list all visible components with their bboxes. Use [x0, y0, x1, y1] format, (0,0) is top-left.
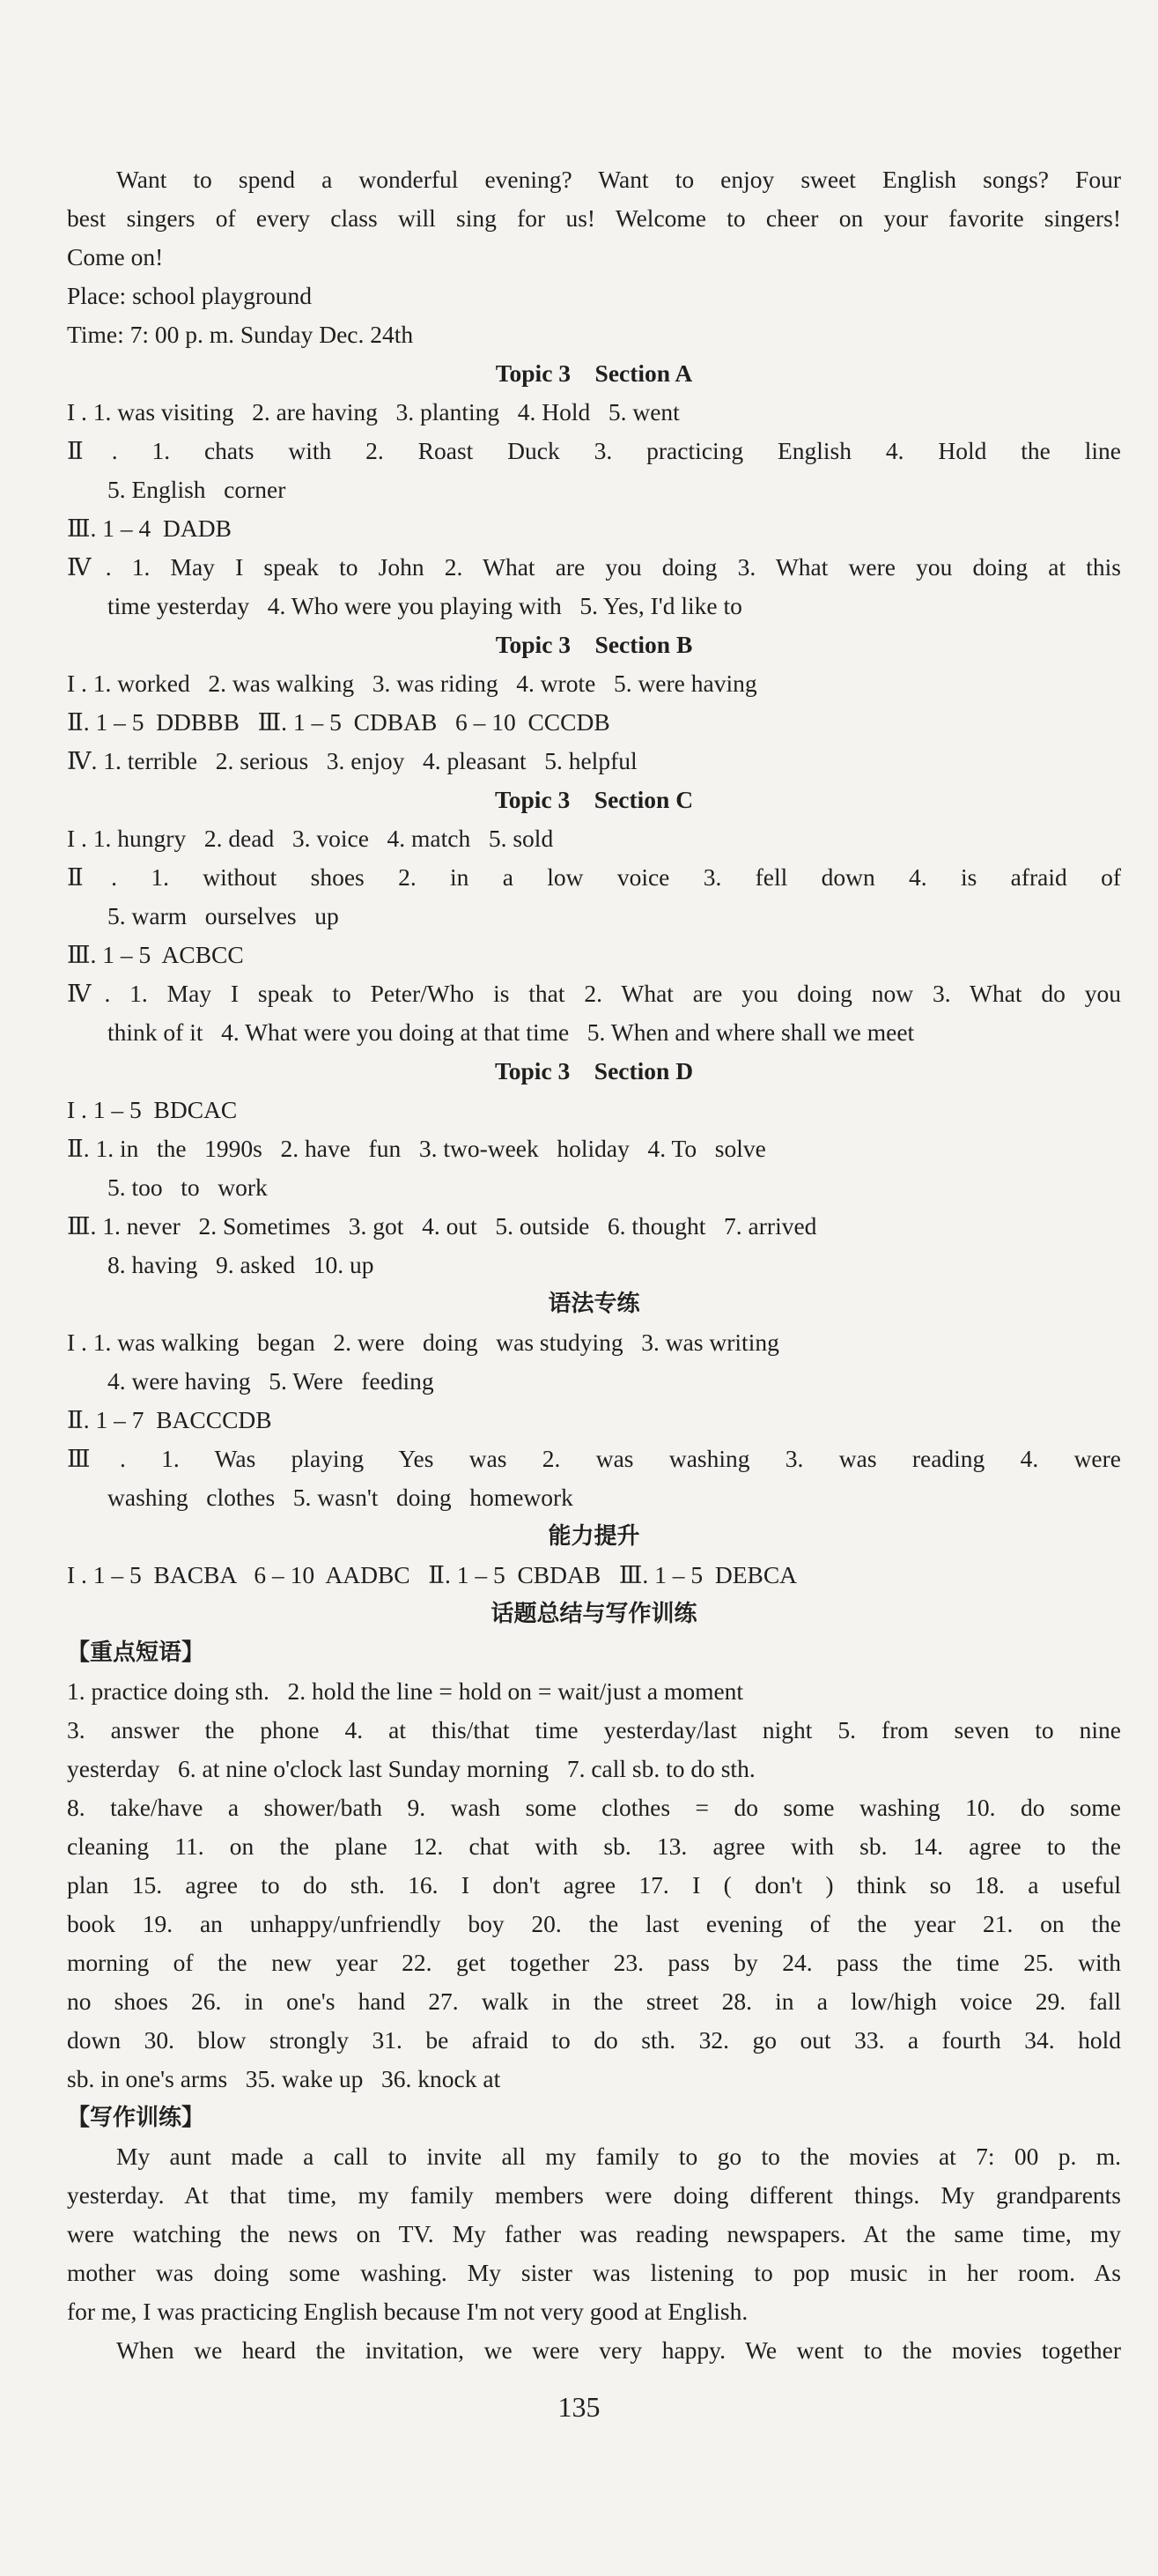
answer-line: 5. English corner — [107, 476, 286, 503]
answer-line: Ⅱ. 1. in the 1990s 2. have fun 3. two-week holiday 4. To solve — [67, 1135, 766, 1162]
phrase-line: morning of the new year 22. get together 23. pass by 24. pass the time 25. with — [67, 1949, 1121, 1976]
phrase-line: 3. answer the phone 4. at this/that time yesterday/last night 5. from seven to nine — [67, 1716, 1121, 1743]
answer-line: Ⅱ. 1. without shoes 2. in a low voice 3. fell down 4. is afraid of — [67, 863, 1121, 891]
writing-line: When we heard the invitation, we were very happy. We went to the movies together — [116, 2336, 1121, 2364]
answer-line: Ⅲ. 1 – 5 ACBCC — [67, 941, 244, 968]
phrase-line: 8. take/have a shower/bath 9. wash some clothes = do some washing 10. do some — [67, 1794, 1121, 1821]
writing-line: mother was doing some washing. My sister was listening to pop music in her room. As — [67, 2259, 1121, 2286]
topic3-section-b — [67, 625, 1121, 781]
grammar-practice — [67, 1284, 1121, 1517]
writing-label: 【写作训练】 — [67, 2105, 205, 2131]
section-heading: 能力提升 — [548, 1523, 640, 1550]
answer-line: 4. were having 5. Were feeding — [107, 1367, 434, 1395]
answer-line: time yesterday 4. Who were you playing with 5. Yes, I'd like to — [107, 592, 742, 619]
section-heading: Topic 3 Section B — [495, 631, 693, 658]
answer-line: I . 1. hungry 2. dead 3. voice 4. match 5. sold — [67, 825, 554, 852]
phrase-line: 1. practice doing sth. 2. hold the line = hold on = wait/just a moment — [67, 1677, 744, 1705]
phrase-line: plan 15. agree to do sth. 16. I don't agree 17. I ( don't ) think so 18. a useful — [67, 1871, 1121, 1899]
answer-line: I . 1 – 5 BACBA 6 – 10 AADBC Ⅱ. 1 – 5 CBDAB Ⅲ. 1 – 5 DEBCA — [67, 1561, 798, 1588]
answer-line: Ⅲ. 1. Was playing Yes was 2. was washing 3. was reading 4. were — [67, 1445, 1121, 1472]
phrase-line: sb. in one's arms 35. wake up 36. knock at — [67, 2065, 501, 2092]
answer-line: Ⅳ. 1. May I speak to John 2. What are you doing 3. What were you doing at this — [67, 553, 1121, 581]
phrase-line: no shoes 26. in one's hand 27. walk in the street 28. in a low/high voice 29. fall — [67, 1988, 1121, 2015]
writing-line: My aunt made a call to invite all my family to go to the movies at 7: 00 p. m. — [116, 2143, 1121, 2170]
answer-line: I . 1. was walking began 2. were doing was studying 3. was writing — [67, 1329, 779, 1356]
answer-line: I . 1. was visiting 2. are having 3. planting 4. Hold 5. went — [67, 398, 680, 426]
answer-line: Ⅱ. 1. chats with 2. Roast Duck 3. practicing English 4. Hold the line — [67, 437, 1121, 464]
intro-line: Want to spend a wonderful evening? Want to enjoy sweet English songs? Four — [116, 166, 1121, 193]
answer-line: I . 1. worked 2. was walking 3. was riding 4. wrote 5. were having — [67, 670, 757, 697]
answer-line: Ⅳ. 1. May I speak to Peter/Who is that 2. What are you doing now 3. What do you — [67, 980, 1121, 1007]
answer-line: 8. having 9. asked 10. up — [107, 1251, 374, 1278]
answer-line: washing clothes 5. wasn't doing homework — [107, 1484, 573, 1511]
answer-line: 5. too to work — [107, 1173, 268, 1201]
answer-line: think of it 4. What were you doing at that time 5. When and where shall we meet — [107, 1018, 915, 1046]
phrase-line: cleaning 11. on the plane 12. chat with sb. 13. agree with sb. 14. agree to the — [67, 1832, 1121, 1860]
answer-line: 5. warm ourselves up — [107, 902, 339, 929]
answer-line: Ⅳ. 1. terrible 2. serious 3. enjoy 4. pleasant 5. helpful — [67, 747, 638, 774]
answer-line: Ⅱ. 1 – 7 BACCCDB — [67, 1406, 272, 1433]
phrase-line: book 19. an unhappy/unfriendly boy 20. the last evening of the year 21. on the — [67, 1910, 1121, 1937]
topic3-section-a — [67, 354, 1121, 625]
topic-summary — [67, 1595, 1121, 2370]
ability-improvement — [67, 1517, 1121, 1595]
key-phrases-label: 【重点短语】 — [67, 1640, 205, 1666]
page-number: 135 — [557, 2391, 601, 2423]
writing-line: for me, I was practicing English because I'm not very good at English. — [67, 2298, 749, 2325]
answer-line: Ⅱ. 1 – 5 DDBBB Ⅲ. 1 – 5 CDBAB 6 – 10 CCCDB — [67, 708, 610, 736]
intro-line: Come on! — [67, 243, 164, 270]
topic3-section-d — [67, 1052, 1121, 1284]
place-line: Place: school playground — [67, 282, 312, 309]
phrase-line: down 30. blow strongly 31. be afraid to do sth. 32. go out 33. a fourth 34. hold — [67, 2026, 1121, 2054]
section-heading: Topic 3 Section D — [494, 1057, 694, 1084]
section-heading: Topic 3 Section C — [494, 786, 694, 813]
phrase-line: yesterday 6. at nine o'clock last Sunday morning 7. call sb. to do sth. — [67, 1755, 756, 1782]
intro-line: best singers of every class will sing for us! Welcome to cheer on your favorite singers! — [67, 204, 1121, 232]
answer-line: Ⅲ. 1. never 2. Sometimes 3. got 4. out 5. outside 6. thought 7. arrived — [67, 1212, 817, 1240]
intro-block — [67, 160, 1121, 354]
answer-line: I . 1 – 5 BDCAC — [67, 1096, 238, 1123]
section-heading: 话题总结与写作训练 — [490, 1601, 697, 1627]
section-heading: Topic 3 Section A — [495, 359, 693, 387]
writing-line: were watching the news on TV. My father was reading newspapers. At the same time, my — [67, 2220, 1121, 2247]
time-line: Time: 7: 00 p. m. Sunday Dec. 24th — [67, 321, 414, 348]
answer-line: Ⅲ. 1 – 4 DADB — [67, 514, 232, 542]
topic3-section-c — [67, 781, 1121, 1052]
section-heading: 语法专练 — [548, 1291, 640, 1317]
writing-line: yesterday. At that time, my family members were doing different things. My grandparents — [67, 2181, 1121, 2209]
